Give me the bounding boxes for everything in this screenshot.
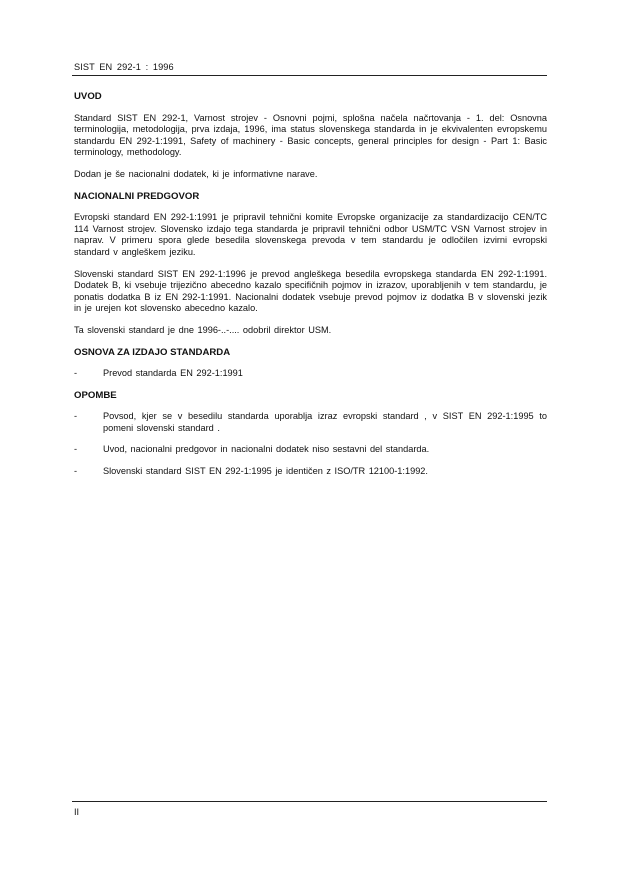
section-heading: OPOMBE	[74, 389, 117, 401]
section-uvod	[74, 91, 547, 181]
list-item-text: Slovenski standard SIST EN 292-1:1995 je identičen z ISO/TR 12100-1:1992.	[103, 466, 428, 477]
list-item-text: Prevod standarda EN 292-1:1991	[103, 368, 243, 379]
paragraph: Evropski standard EN 292-1:1991 je pripravil tehnični komite Evropske organizacije za standardizacijo CEN/TC 114 Varnost strojev. Slovensko izdajo tega standarda je pripravil tehnični odbor USM/TC VSN Varnost strojev in naprav. V primeru spora glede besedila slovenskega prevoda v tem standardu je odločilen izvirni evropski standard v angleškem jeziku.	[74, 212, 547, 257]
list-dash: -	[74, 368, 78, 379]
paragraph: Slovenski standard SIST EN 292-1:1996 je prevod angleškega besedila evropskega standarda EN 292-1:1991. Dodatek B, ki vsebuje trijezično abecedno kazalo specifičnih pojmov in izrazov, uporabljenih v tem standardu, je ponatis dodatka B iz EN 292-1:1991. Nacionalni dodatek vsebuje prevod pojmov iz dodatka B v slovenski jezik in je urejen kot slovensko abecedno kazalo.	[74, 268, 547, 314]
section-heading: OSNOVA ZA IZDAJO STANDARDA	[74, 346, 231, 358]
list-dash: -	[74, 444, 78, 455]
page-body	[74, 91, 547, 488]
list-dash: -	[74, 411, 78, 422]
paragraph: Dodan je še nacionalni dodatek, ki je informativne narave.	[74, 168, 318, 179]
paragraph: Standard SIST EN 292-1, Varnost strojev - Osnovni pojmi, splošna načela načrtovanja - 1. del: Osnovna terminologija, metodologija, prva izdaja, 1996, ima status slovenskega standarda in je ekvivalenten evropskemu standardu EN 292-1:1991, Safety of machinery - Basic concepts, general principles for design - Part 1: Basic terminology, methodology.	[74, 112, 547, 158]
list-dash: -	[74, 466, 78, 477]
list-item	[74, 466, 547, 478]
page-number: II	[74, 807, 80, 817]
list-item	[74, 368, 547, 380]
section-opombe	[74, 390, 547, 478]
running-header: SIST EN 292-1 : 1996	[74, 62, 174, 72]
footer-rule	[72, 801, 547, 802]
section-osnova	[74, 347, 547, 380]
header-rule	[72, 75, 547, 76]
list-item-text: Uvod, nacionalni predgovor in nacionalni dodatek niso sestavni del standarda.	[103, 444, 430, 455]
list-item	[74, 444, 547, 456]
list-item-text: Povsod, kjer se v besedilu standarda uporablja izraz evropski standard , v SIST EN 292-1:1995 to pomeni slovenski standard .	[103, 411, 547, 433]
section-heading: NACIONALNI PREDGOVOR	[74, 190, 200, 202]
section-nacionalni-predgovor	[74, 191, 547, 337]
section-heading: UVOD	[74, 91, 102, 102]
list-item	[74, 411, 547, 434]
paragraph: Ta slovenski standard je dne 1996-..-.... odobril direktor USM.	[74, 324, 332, 335]
